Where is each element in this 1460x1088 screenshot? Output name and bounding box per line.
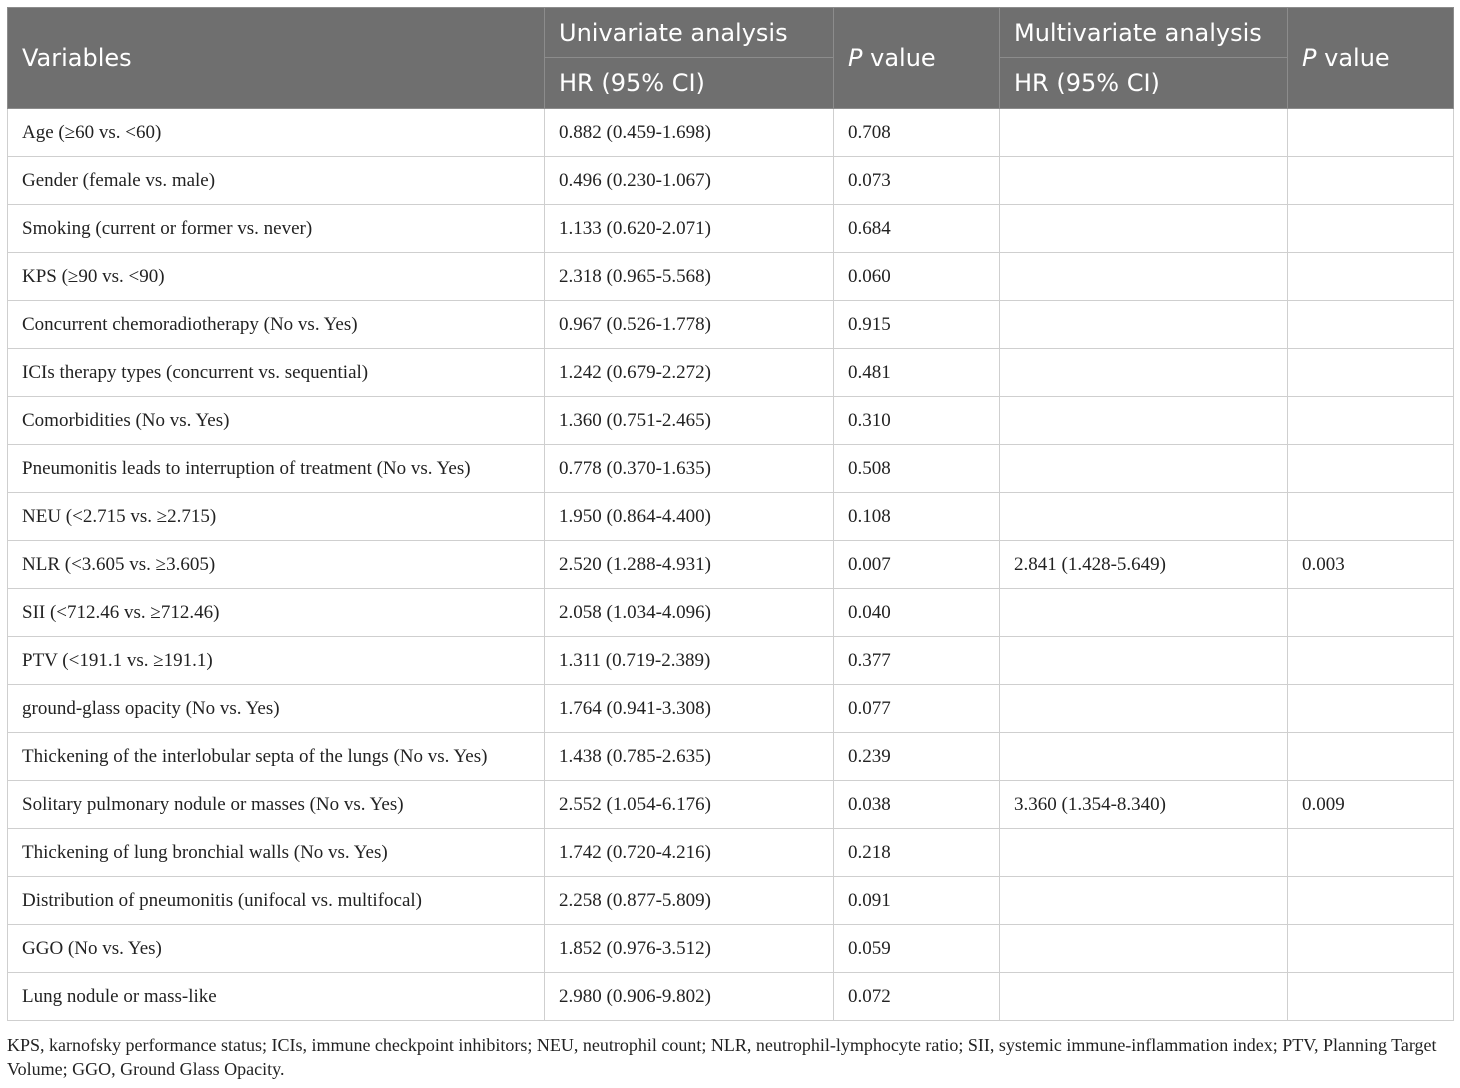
cell-variable: Comorbidities (No vs. Yes) [8,397,545,445]
table-row [8,397,1454,445]
cell-multivariate-p [1288,205,1454,253]
cell-multivariate-p [1288,877,1454,925]
cell-univariate-p: 0.038 [834,781,1000,829]
p-symbol: P [848,44,863,72]
cell-univariate-hr: 2.318 (0.965-5.568) [545,253,834,301]
cell-multivariate-hr [1000,205,1288,253]
cell-univariate-hr: 0.496 (0.230-1.067) [545,157,834,205]
cell-univariate-p: 0.072 [834,973,1000,1021]
cell-variable: NEU (<2.715 vs. ≥2.715) [8,493,545,541]
table-footnote: KPS, karnofsky performance status; ICIs, immune checkpoint inhibitors; NEU, neutrophil count; NLR, neutrophil-lymphocyte ratio; SII, systemic immune-inflammation index; PTV, Planning Target Volume; GGO, Ground Glass Opacity. [7,1035,1437,1079]
cell-univariate-p: 0.915 [834,301,1000,349]
cell-multivariate-hr [1000,493,1288,541]
cell-univariate-hr: 2.980 (0.906-9.802) [545,973,834,1021]
table-row [8,445,1454,493]
cell-variable: Thickening of lung bronchial walls (No vs. Yes) [8,829,545,877]
cell-univariate-p: 0.377 [834,637,1000,685]
cell-univariate-hr: 0.882 (0.459-1.698) [545,109,834,157]
header-multivariate: Multivariate analysis [1000,8,1288,58]
table-body [8,109,1454,1021]
cell-variable: Concurrent chemoradiotherapy (No vs. Yes) [8,301,545,349]
table-row [8,877,1454,925]
table-row [8,589,1454,637]
table-row [8,493,1454,541]
header-multivariate-p-value [1288,8,1454,109]
cell-multivariate-p: 0.003 [1288,541,1454,589]
cell-multivariate-hr [1000,109,1288,157]
table-row [8,349,1454,397]
cell-univariate-p: 0.708 [834,109,1000,157]
cell-univariate-hr: 1.438 (0.785-2.635) [545,733,834,781]
cell-univariate-hr: 2.258 (0.877-5.809) [545,877,834,925]
cell-variable: Lung nodule or mass-like [8,973,545,1021]
cell-multivariate-p: 0.009 [1288,781,1454,829]
cell-univariate-hr: 1.242 (0.679-2.272) [545,349,834,397]
cell-multivariate-hr: 2.841 (1.428-5.649) [1000,541,1288,589]
results-table [7,7,1454,1021]
cell-multivariate-p [1288,253,1454,301]
cell-univariate-p: 0.239 [834,733,1000,781]
header-univariate-p-value [834,8,1000,109]
cell-univariate-p: 0.481 [834,349,1000,397]
cell-variable: Solitary pulmonary nodule or masses (No vs. Yes) [8,781,545,829]
cell-univariate-p: 0.060 [834,253,1000,301]
cell-multivariate-hr [1000,589,1288,637]
cell-multivariate-hr [1000,157,1288,205]
cell-multivariate-p [1288,733,1454,781]
cell-univariate-hr: 1.852 (0.976-3.512) [545,925,834,973]
cell-univariate-hr: 1.311 (0.719-2.389) [545,637,834,685]
cell-univariate-p: 0.073 [834,157,1000,205]
cell-variable: ground-glass opacity (No vs. Yes) [8,685,545,733]
cell-multivariate-p [1288,349,1454,397]
p-symbol: P [1302,44,1317,72]
cell-multivariate-hr [1000,829,1288,877]
cell-variable: ICIs therapy types (concurrent vs. sequential) [8,349,545,397]
cell-univariate-hr: 2.552 (1.054-6.176) [545,781,834,829]
cell-variable: Age (≥60 vs. <60) [8,109,545,157]
cell-multivariate-hr [1000,877,1288,925]
cell-variable: Thickening of the interlobular septa of the lungs (No vs. Yes) [8,733,545,781]
cell-multivariate-hr: 3.360 (1.354-8.340) [1000,781,1288,829]
cell-multivariate-p [1288,157,1454,205]
cell-variable: GGO (No vs. Yes) [8,925,545,973]
cell-variable: Gender (female vs. male) [8,157,545,205]
cell-multivariate-hr [1000,925,1288,973]
table-header [8,8,1454,109]
cell-multivariate-hr [1000,445,1288,493]
table-row [8,157,1454,205]
table-row [8,301,1454,349]
cell-multivariate-hr [1000,685,1288,733]
cell-multivariate-p [1288,637,1454,685]
table-row [8,541,1454,589]
header-univariate-hr: HR (95% CI) [545,58,834,109]
cell-multivariate-p [1288,493,1454,541]
cell-univariate-p: 0.508 [834,445,1000,493]
cell-univariate-hr: 2.058 (1.034-4.096) [545,589,834,637]
table-row [8,637,1454,685]
cell-multivariate-hr [1000,301,1288,349]
header-univariate: Univariate analysis [545,8,834,58]
cell-univariate-hr: 0.778 (0.370-1.635) [545,445,834,493]
cell-variable: Smoking (current or former vs. never) [8,205,545,253]
cell-univariate-hr: 0.967 (0.526-1.778) [545,301,834,349]
cell-univariate-hr: 1.360 (0.751-2.465) [545,397,834,445]
cell-multivariate-p [1288,829,1454,877]
table-row [8,253,1454,301]
cell-multivariate-p [1288,925,1454,973]
cell-variable: Distribution of pneumonitis (unifocal vs. multifocal) [8,877,545,925]
cell-variable: SII (<712.46 vs. ≥712.46) [8,589,545,637]
header-variables: Variables [8,8,545,109]
cell-multivariate-p [1288,973,1454,1021]
cell-univariate-p: 0.684 [834,205,1000,253]
cell-univariate-p: 0.059 [834,925,1000,973]
cell-univariate-p: 0.007 [834,541,1000,589]
table-row [8,973,1454,1021]
cell-univariate-hr: 2.520 (1.288-4.931) [545,541,834,589]
cell-multivariate-p [1288,397,1454,445]
table-row [8,781,1454,829]
cell-multivariate-p [1288,301,1454,349]
table-row [8,685,1454,733]
cell-multivariate-hr [1000,253,1288,301]
header-multivariate-hr: HR (95% CI) [1000,58,1288,109]
cell-univariate-hr: 1.133 (0.620-2.071) [545,205,834,253]
cell-variable: KPS (≥90 vs. <90) [8,253,545,301]
table-row [8,109,1454,157]
cell-univariate-p: 0.077 [834,685,1000,733]
cell-univariate-p: 0.091 [834,877,1000,925]
p-label: value [1316,44,1390,72]
cell-univariate-hr: 1.764 (0.941-3.308) [545,685,834,733]
cell-multivariate-hr [1000,973,1288,1021]
cell-univariate-hr: 1.950 (0.864-4.400) [545,493,834,541]
cell-variable: PTV (<191.1 vs. ≥191.1) [8,637,545,685]
table-row [8,925,1454,973]
cell-univariate-p: 0.108 [834,493,1000,541]
cell-variable: Pneumonitis leads to interruption of treatment (No vs. Yes) [8,445,545,493]
cell-univariate-p: 0.310 [834,397,1000,445]
table-row [8,829,1454,877]
cell-variable: NLR (<3.605 vs. ≥3.605) [8,541,545,589]
cell-multivariate-p [1288,685,1454,733]
cell-multivariate-hr [1000,349,1288,397]
cell-univariate-p: 0.040 [834,589,1000,637]
cell-multivariate-hr [1000,733,1288,781]
cell-univariate-p: 0.218 [834,829,1000,877]
table-row [8,205,1454,253]
table-row [8,733,1454,781]
cell-multivariate-p [1288,445,1454,493]
cell-univariate-hr: 1.742 (0.720-4.216) [545,829,834,877]
cell-multivariate-p [1288,589,1454,637]
cell-multivariate-p [1288,109,1454,157]
cell-multivariate-hr [1000,637,1288,685]
cell-multivariate-hr [1000,397,1288,445]
p-label: value [862,44,936,72]
